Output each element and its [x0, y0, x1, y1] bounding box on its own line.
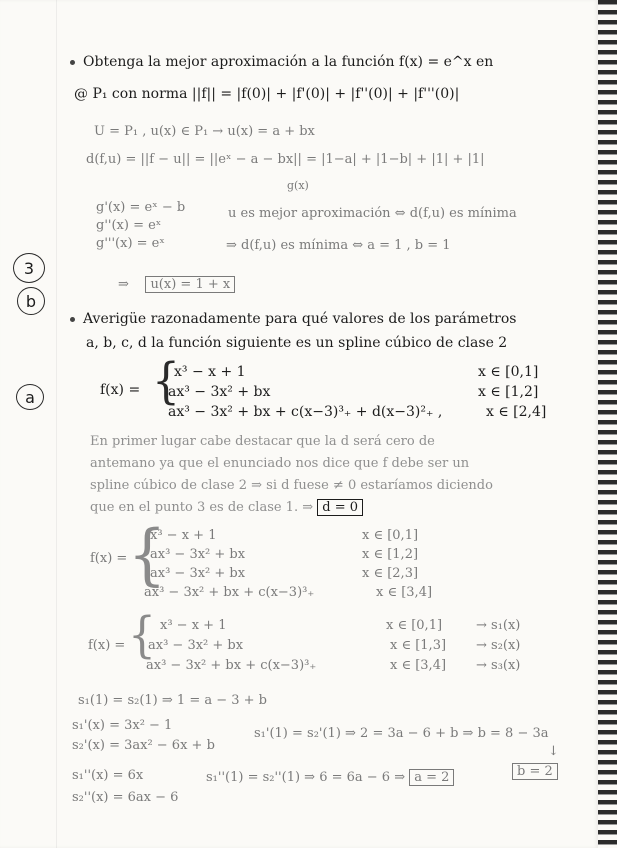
expanded-domain: x ∈ [0,1] — [362, 528, 419, 543]
explanation-line: En primer lugar cabe destacar que la d será cero de — [90, 434, 435, 449]
problem1-result-row: ⇒ u(x) = 1 + x — [118, 277, 235, 293]
explanation-line: antemano ya que el enunciado nos dice que f debe ser un — [90, 456, 470, 471]
problem1-derivative: g'(x) = eˣ − b — [96, 200, 186, 215]
margin-mark-three: 3 — [13, 253, 45, 283]
condition-line: s₁(1) = s₂(1) ⇒ 1 = a − 3 + b — [78, 693, 267, 708]
explanation-line: que en el punto 3 es de clase 1. ⇒ d = 0 — [90, 500, 363, 516]
expanded-func-label: f(x) = — [90, 551, 128, 566]
grouped-name: → s₃(x) — [476, 658, 521, 673]
expanded-expr: ax³ − 3x² + bx + c(x−3)³₊ — [144, 585, 315, 600]
grouped-expr: ax³ − 3x² + bx — [148, 638, 244, 653]
problem1-minimum-condition: ⇒ d(f,u) es mínima ⇔ a = 1 , b = 1 — [226, 238, 451, 253]
spiral-binding — [598, 0, 617, 848]
margin-line — [56, 0, 57, 848]
grouped-domain: x ∈ [1,3] — [390, 638, 447, 653]
brace-icon: { — [152, 353, 180, 410]
bullet-icon — [70, 60, 75, 65]
piece-domain: x ∈ [1,2] — [478, 384, 539, 400]
b-result-box: b = 2 — [512, 763, 558, 780]
problem2-func-label: f(x) = — [100, 382, 141, 398]
bullet-icon — [70, 317, 75, 322]
problem2-statement-line1: Averigüe razonadamente para qué valores de los parámetros — [70, 311, 516, 327]
problem1-statement-line2: @ P₁ con norma ||f|| = |f(0)| + |f'(0)| + |f''(0)| + |f'''(0)| — [74, 86, 460, 102]
condition-line: s₁'(x) = 3x² − 1 — [72, 718, 173, 733]
condition-line: s₁'(1) = s₂'(1) ⇒ 2 = 3a − 6 + b ⇒ b = 8 − 3a — [254, 726, 549, 741]
piece-domain: x ∈ [2,4] — [486, 404, 547, 420]
condition-line: s₂'(x) = 3ax² − 6x + b — [72, 738, 215, 753]
piece-expr: ax³ − 3x² + bx + c(x−3)³₊ + d(x−3)²₊ , — [168, 404, 443, 420]
expanded-expr: x³ − x + 1 — [150, 528, 217, 543]
expanded-domain: x ∈ [1,2] — [362, 547, 419, 562]
brace-icon: { — [128, 607, 156, 664]
problem1-result-box: u(x) = 1 + x — [145, 276, 235, 293]
grouped-expr: ax³ − 3x² + bx + c(x−3)³₊ — [146, 658, 317, 673]
expanded-expr: ax³ − 3x² + bx — [150, 566, 246, 581]
expanded-domain: x ∈ [2,3] — [362, 566, 419, 581]
problem1-best-approx-claim: u es mejor aproximación ⇔ d(f,u) es mínima — [228, 206, 517, 221]
margin-mark-b: b — [17, 287, 45, 315]
problem1-derivative: g''(x) = eˣ — [96, 218, 162, 233]
problem1-derivative: g'''(x) = eˣ — [96, 236, 165, 251]
problem1-work-line: d(f,u) = ||f − u|| = ||eˣ − a − bx|| = |1−a| + |1−b| + |1| + |1| — [86, 152, 485, 167]
piece-domain: x ∈ [0,1] — [478, 364, 539, 380]
expanded-expr: ax³ − 3x² + bx — [150, 547, 246, 562]
b-result-box-wrap — [512, 764, 558, 780]
arrow-down-icon: ↓ — [548, 744, 559, 759]
d-result-box: d = 0 — [317, 499, 363, 516]
problem2-statement-line2: a, b, c, d la función siguiente es un spline cúbico de clase 2 — [86, 335, 508, 351]
explanation-line: spline cúbico de clase 2 ⇒ si d fuese ≠ 0 estaríamos diciendo — [90, 478, 493, 493]
grouped-name: → s₁(x) — [476, 618, 521, 633]
piece-expr: ax³ − 3x² + bx — [168, 384, 271, 400]
brace-icon: { — [128, 516, 167, 594]
problem1-g-label: g(x) — [287, 179, 309, 192]
grouped-func-label: f(x) = — [88, 638, 126, 653]
piece-expr: x³ − x + 1 — [174, 364, 246, 380]
condition-line: s₁''(x) = 6x — [72, 768, 144, 783]
condition-line: s₂''(x) = 6ax − 6 — [72, 790, 179, 805]
grouped-domain: x ∈ [3,4] — [390, 658, 447, 673]
problem1-work-line: U = P₁ , u(x) ∈ P₁ → u(x) = a + bx — [94, 124, 315, 139]
grouped-domain: x ∈ [0,1] — [386, 618, 443, 633]
problem1-statement-line1: Obtenga la mejor aproximación a la función f(x) = e^x en — [70, 54, 493, 70]
margin-mark-a: a — [16, 384, 44, 410]
expanded-domain: x ∈ [3,4] — [376, 585, 433, 600]
grouped-name: → s₂(x) — [476, 638, 521, 653]
condition-result-line: s₁''(1) = s₂''(1) ⇒ 6 = 6a − 6 ⇒ a = 2 — [206, 770, 454, 786]
grouped-expr: x³ − x + 1 — [160, 618, 227, 633]
a-result-box: a = 2 — [409, 769, 454, 786]
